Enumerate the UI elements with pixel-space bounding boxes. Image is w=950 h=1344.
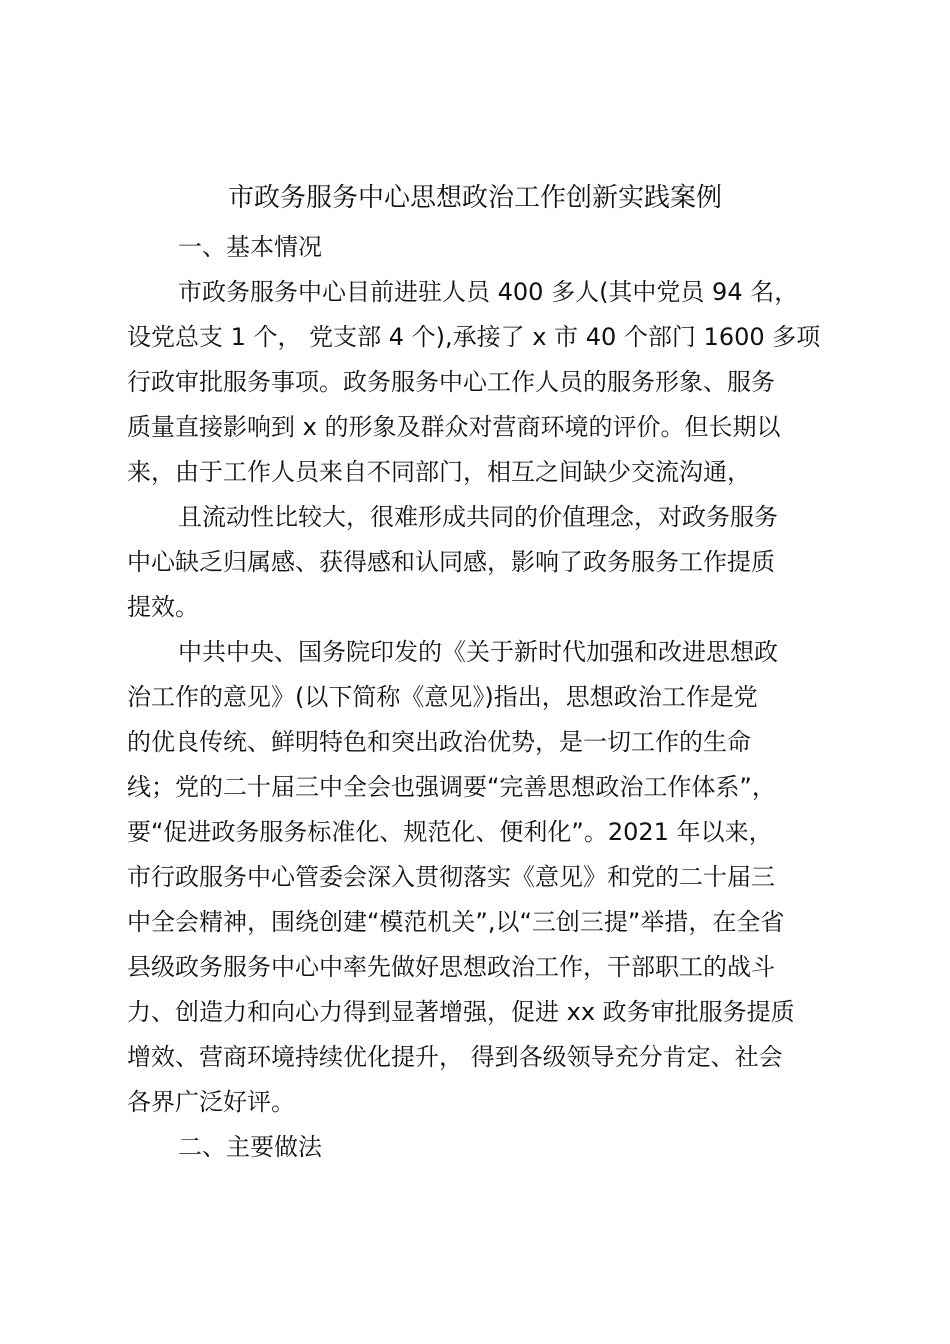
paragraph-line: 线；党的二十届三中全会也强调要“完善思想政治工作体系”， — [127, 773, 776, 801]
paragraph-line: 增效、营商环境持续优化提升， 得到各级领导充分肯定、社会 — [127, 1043, 783, 1071]
document-title: 市政务服务中心思想政治工作创新实践案例 — [227, 183, 722, 213]
paragraph-line: 县级政务服务中心中率先做好思想政治工作，干部职工的战斗 — [127, 953, 775, 981]
paragraph-line: 来，由于工作人员来自不同部门，相互之间缺少交流沟通， — [127, 458, 751, 486]
paragraph-line: 的优良传统、鲜明特色和突出政治优势，是一切工作的生命 — [127, 728, 751, 756]
paragraph-line: 中共中央、国务院印发的《关于新时代加强和改进思想政 — [178, 638, 778, 666]
paragraph-line: 力、创造力和向心力得到显著增强，促进 xx 政务审批服务提质 — [127, 998, 795, 1026]
paragraph-line: 市行政服务中心管委会深入贯彻落实《意见》和党的二十届三 — [127, 863, 775, 891]
paragraph-line: 设党总支 1 个， 党支部 4 个),承接了 x 市 40 个部门 1600 多项 — [127, 323, 821, 351]
paragraph-line: 质量直接影响到 x 的形象及群众对营商环境的评价。但长期以 — [127, 413, 781, 441]
paragraph-line: 各界广泛好评。 — [127, 1088, 295, 1116]
paragraph-line: 提效。 — [127, 593, 199, 621]
paragraph-line: 要“促进政务服务标准化、规范化、便利化”。2021 年以来， — [127, 818, 773, 846]
paragraph-line: 中全会精神，围绕创建“模范机关”,以“三创三提”举措，在全省 — [127, 908, 785, 936]
paragraph-line: 行政审批服务事项。政务服务中心工作人员的服务形象、服务 — [127, 368, 775, 396]
section-heading-basic: 一、基本情况 — [178, 233, 322, 261]
paragraph-line: 治工作的意见》(以下简称《意见》)指出，思想政治工作是党 — [127, 683, 758, 711]
paragraph-line: 中心缺乏归属感、获得感和认同感，影响了政务服务工作提质 — [127, 548, 775, 576]
section-heading-practices: 二、主要做法 — [178, 1133, 322, 1161]
paragraph-line: 且流动性比较大，很难形成共同的价值理念，对政务服务 — [178, 503, 778, 531]
paragraph-line: 市政务服务中心目前进驻人员 400 多人(其中党员 94 名， — [178, 278, 799, 306]
